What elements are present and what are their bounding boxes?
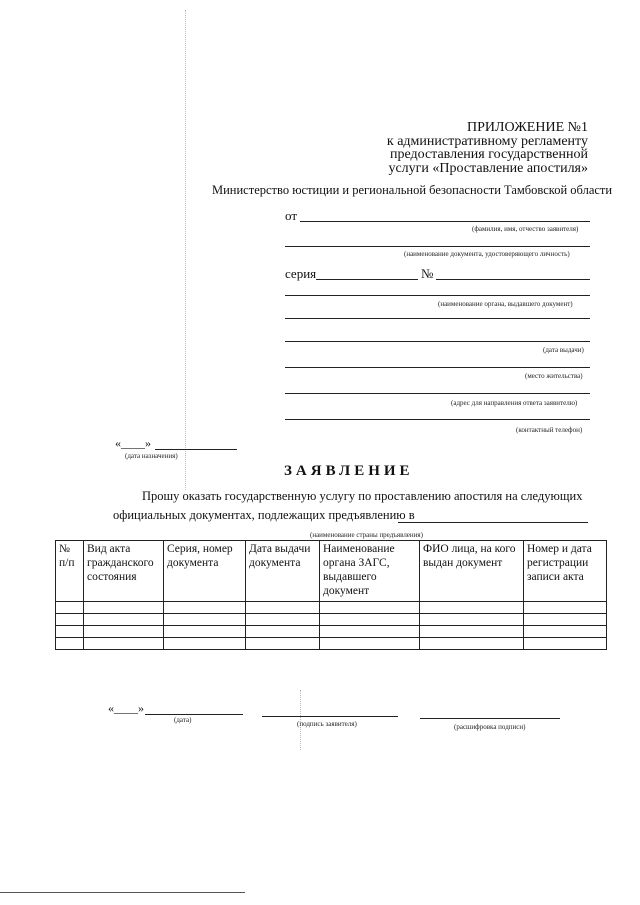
reply-address-field-line[interactable] xyxy=(285,393,590,394)
col-header-series: Серия, номер документа xyxy=(164,541,246,602)
series-field-line[interactable] xyxy=(316,279,418,280)
table-cell[interactable] xyxy=(164,638,246,650)
table-cell[interactable] xyxy=(320,602,420,614)
signature-caption: (подпись заявителя) xyxy=(297,720,357,728)
table-cell[interactable] xyxy=(164,626,246,638)
table-cell[interactable] xyxy=(320,614,420,626)
table-cell[interactable] xyxy=(56,626,84,638)
appendix-line: предоставления государственной xyxy=(389,147,588,162)
table-cell[interactable] xyxy=(84,614,164,626)
table-cell[interactable] xyxy=(420,614,524,626)
id-document-caption: (наименование документа, удостоверяющего личность) xyxy=(404,250,570,258)
assignment-date-line[interactable] xyxy=(155,449,237,450)
col-header-person: ФИО лица, на кого выдан документ xyxy=(420,541,524,602)
series-label: серия xyxy=(285,266,317,281)
table-header-row xyxy=(56,541,607,602)
table-cell[interactable] xyxy=(320,626,420,638)
signature-date-line[interactable] xyxy=(145,714,243,715)
table-cell[interactable] xyxy=(246,626,320,638)
table-cell[interactable] xyxy=(56,638,84,650)
country-field-line[interactable] xyxy=(398,522,588,523)
col-header-registration: Номер и дата регистрации записи акта xyxy=(524,541,607,602)
table-row xyxy=(56,638,607,650)
table-cell[interactable] xyxy=(246,614,320,626)
fio-caption: (фамилия, имя, отчество заявителя) xyxy=(472,225,579,233)
table-cell[interactable] xyxy=(164,614,246,626)
phone-field-line[interactable] xyxy=(285,419,590,420)
apostille-documents-table xyxy=(55,540,607,650)
residence-caption: (место жительства) xyxy=(525,372,583,380)
table-cell[interactable] xyxy=(164,602,246,614)
request-line-2: официальных документах, подлежащих предъявлению в xyxy=(113,508,415,522)
signature-date-quote: «____» xyxy=(108,701,144,715)
col-header-number: № п/п xyxy=(56,541,84,602)
number-field-line[interactable] xyxy=(436,279,590,280)
issuing-org-field-line[interactable] xyxy=(285,295,590,296)
table-cell[interactable] xyxy=(524,614,607,626)
table-cell[interactable] xyxy=(420,602,524,614)
table-cell[interactable] xyxy=(524,602,607,614)
col-header-act-type: Вид акта гражданского состояния xyxy=(84,541,164,602)
table-cell[interactable] xyxy=(420,638,524,650)
col-header-issue-date: Дата выдачи документа xyxy=(246,541,320,602)
fio-field-line[interactable] xyxy=(300,221,590,222)
ministry-name: Министерство юстиции и региональной безопасности Тамбовской области xyxy=(212,183,613,197)
table-cell[interactable] xyxy=(56,602,84,614)
country-caption: (наименование страны предъявления) xyxy=(310,531,423,539)
table-row xyxy=(56,602,607,614)
table-cell[interactable] xyxy=(84,602,164,614)
table-cell[interactable] xyxy=(524,638,607,650)
table-cell[interactable] xyxy=(420,626,524,638)
signature-date-caption: (дата) xyxy=(174,716,192,724)
table-row xyxy=(56,626,607,638)
request-line-1: Прошу оказать государственную услугу по проставлению апостиля на следующих xyxy=(142,489,583,503)
number-label: № xyxy=(421,266,434,281)
table-cell[interactable] xyxy=(524,626,607,638)
reply-address-caption: (адрес для направления ответа заявителю) xyxy=(451,399,578,407)
table-cell[interactable] xyxy=(246,602,320,614)
assignment-date-caption: (дата назначения) xyxy=(125,452,178,460)
assignment-date-quote: «____» xyxy=(115,436,151,450)
signature-decode-caption: (расшифровка подписи) xyxy=(454,723,526,731)
id-document-field-line[interactable] xyxy=(285,246,590,247)
issue-date-caption: (дата выдачи) xyxy=(543,346,584,354)
col-header-registry-office: Наименование органа ЗАГС, выдавшего документ xyxy=(320,541,420,602)
table-row xyxy=(56,614,607,626)
appendix-line: услуги «Проставление апостиля» xyxy=(388,161,588,176)
from-label: от xyxy=(285,208,298,223)
extra-field-line[interactable] xyxy=(285,318,590,319)
signature-decode-line[interactable] xyxy=(420,718,560,719)
document-title: ЗАЯВЛЕНИЕ xyxy=(284,463,414,479)
table-cell[interactable] xyxy=(246,638,320,650)
residence-field-line[interactable] xyxy=(285,367,590,368)
signature-line[interactable] xyxy=(262,716,398,717)
issuing-org-caption: (наименование органа, выдавшего документ) xyxy=(438,300,573,308)
table-cell[interactable] xyxy=(84,638,164,650)
page-bottom-divider xyxy=(0,892,245,893)
table-cell[interactable] xyxy=(84,626,164,638)
issue-date-field-line[interactable] xyxy=(285,341,590,342)
table-cell[interactable] xyxy=(320,638,420,650)
phone-caption: (контактный телефон) xyxy=(516,426,583,434)
table-cell[interactable] xyxy=(56,614,84,626)
appendix-title: ПРИЛОЖЕНИЕ №1 xyxy=(467,120,588,135)
appendix-line: к административному регламенту xyxy=(386,134,588,149)
scan-artifact xyxy=(185,10,190,490)
